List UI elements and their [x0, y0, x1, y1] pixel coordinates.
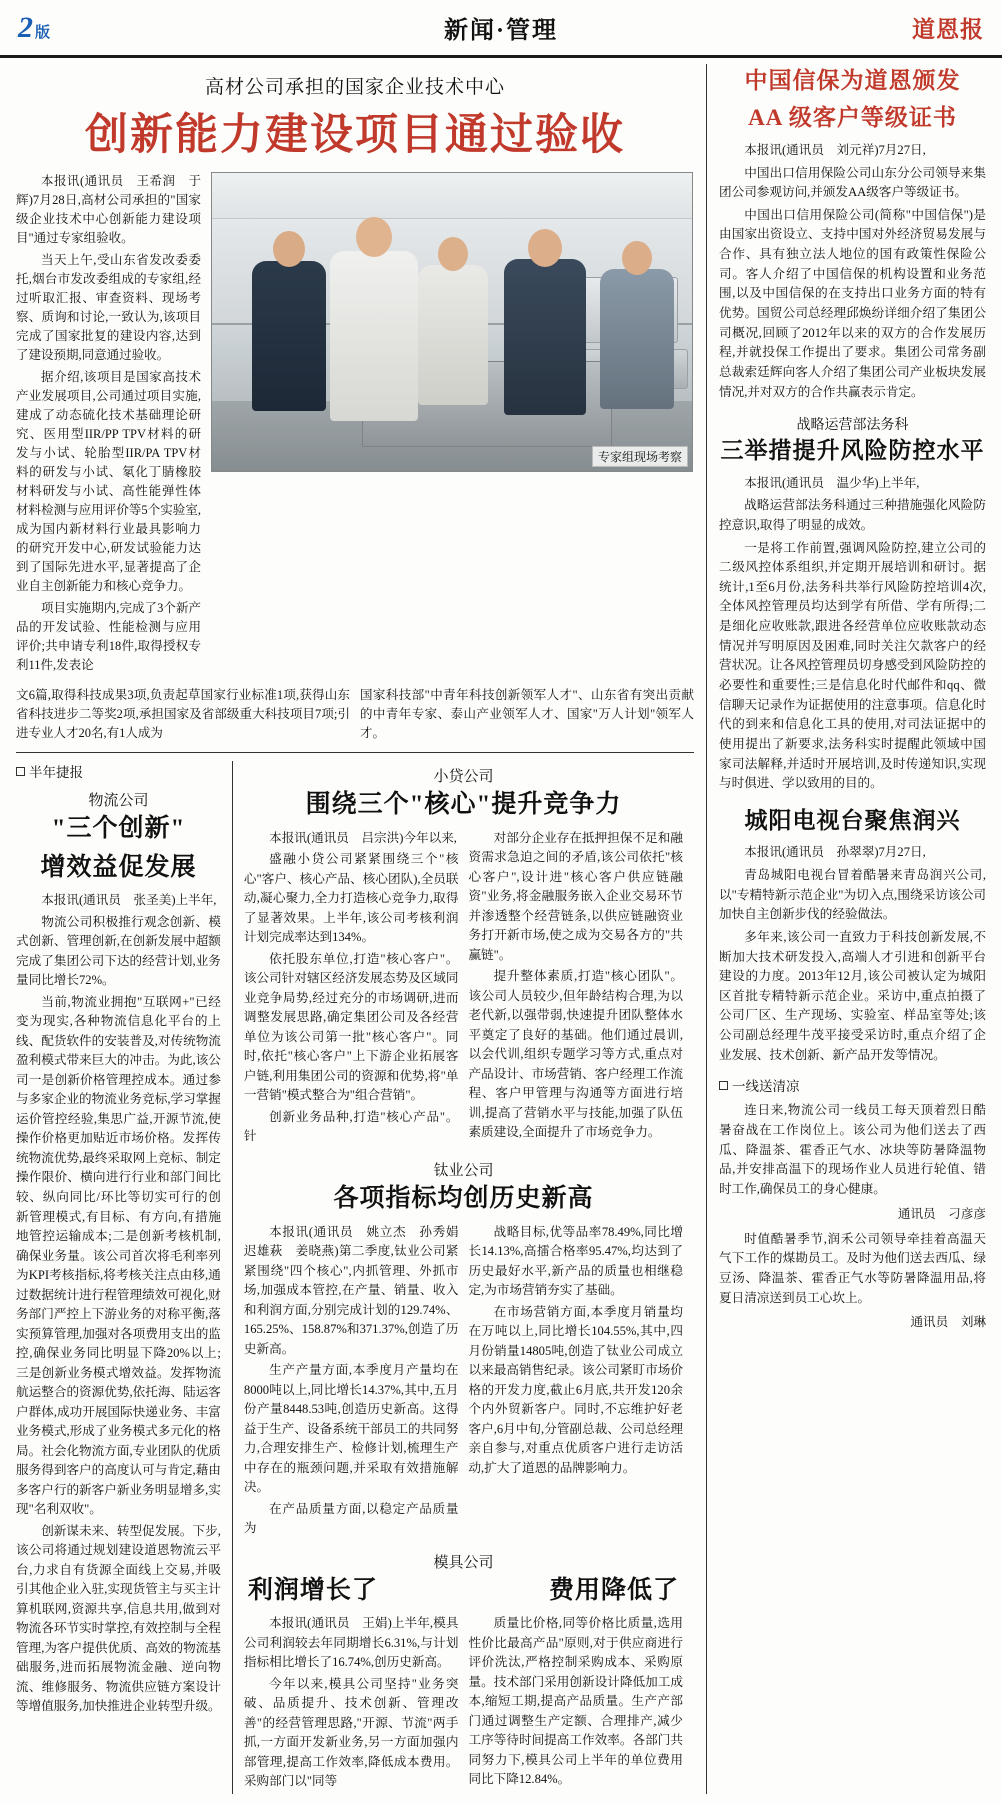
r-article5-p1: 时值酷暑季节,润禾公司领导牵挂着高温天气下工作的煤勘员工。及时为他们送去西瓜、绿豆汤、降温茶、霍香正气水等防暑降温用品,将夏日清凉送到员工心坎上。	[719, 1231, 986, 1305]
xiaodai-c2-p1: 对部分企业存在抵押担保不足和融资需求急迫之间的矛盾,该公司依托"核心客户",设计进"核心客户供应链融资"业务,将金融服务嵌入企业交易环节并渗透整个经营链条,以供应链融资业务打开新市场,使之成为交易各方的"共赢链"。	[468, 830, 683, 962]
xiaodai-c2-p2: 提升整体素质,打造"核心团队"。该公司人员较少,但年龄结构合理,为以老代新,以强带弱,快速提升团队整体水平奠定了良好的基础。他们通过晨训,以会代训,组织专题学习等方式,重点对产品设计、市场营销、客户经理工作流程、客户甲管理与沟通等方面进行培训,提高了营销水平与技能,加强了队伍素质建设,全面提升了市场竞争力。	[468, 969, 683, 1140]
column-xiaodai	[233, 761, 694, 1794]
wuliu-corp: 物流公司	[88, 793, 149, 810]
r-article5-body	[719, 1230, 986, 1309]
photo-person-2-head	[356, 217, 392, 257]
section-title: 新闻·管理	[443, 18, 558, 44]
muju-headline-left: 利润增长了	[247, 1576, 378, 1604]
r-article1-body	[719, 141, 986, 402]
r-article2-body	[719, 474, 986, 794]
xiaodai-c1-p3: 创新业务品种,打造"核心产品"。针	[243, 1109, 459, 1144]
flag-box-icon	[16, 767, 25, 776]
r-article1-p2: 中国出口信用保险公司(简称"中国信保")是由国家出资设立、支持中国对外经济贸易发展与合作、具有独立法人地位的国有政策性保险公司。客人介绍了中国信保的机构设置和业务范围,以及中国信保的在支持出口业务方面的特有优势。国贸公司总经理邱焕纷详细介绍了集团公司概况,回顾了2012年以来的双方的合作发展历程,并就投保工作提出了要求。集团公司常务副总裁索廷辉向客人介绍了集团公司产业板块发展情况,并对双方的合作共赢表示肯定。	[719, 207, 986, 399]
r-article4-p1: 连日来,物流公司一线员工每天顶着烈日酷暑奋战在工作岗位上。该公司为他们送去了西瓜、降温茶、霍香正气水、冰块等防暑降温物品,并安排高温下的现场作业人员进行轮值、错时工作,确保员工的身心健康。	[719, 1103, 986, 1196]
muju-c1-p1: 今年以来,模具公司坚持"业务突破、品质提升、技术创新、管理改善"的经营管理思路,"开源、节流"两手抓,一方面开发新业务,另一方面加强内部管理,提高工作效率,降低成本费用。采购部门以"同等	[243, 1676, 459, 1789]
feature-lead-text	[16, 172, 201, 678]
muju-byline: 本报讯(通讯员 王娟)上半年,模具公司利润较去年同期增长6.31%,与计划指标相比增长了16.74%,创历史新高。	[243, 1616, 459, 1670]
taiye-c2-p1: 战略目标,优等品率78.49%,同比增长14.13%,高擂合格率95.47%,均达到了历史最好水平,新产品的质量也相继稳定,为市场营销夯实了基础。	[468, 1224, 683, 1298]
muju-col-2	[468, 1614, 683, 1794]
feature-lead-p2: 当天上午,受山东省发改委委托,烟台市发改委组成的专家组,经过听取汇报、审查资料、现场考察、质询和讨论,一致认为,该项目完成了国家批复的建设内容,达到了建设预期,同意通过验收。	[16, 253, 201, 362]
photo-scene	[212, 173, 692, 471]
taiye-c1-p1: 生产产量方面,本季度月产量均在8000吨以上,同比增长14.37%,其中,五月份产量8448.53吨,创造历史新高。这得益于生产、设备系统干部员工的共同努力,合理安排生产、检修计划,梳理生产中存在的瓶颈问题,并采取有效措施解决。	[243, 1363, 459, 1495]
feature-lead-p1: 本报讯(通讯员 王希润 于辉)7月28日,高材公司承担的"国家级企业技术中心创新能力建设项目"通过专家组验收。	[16, 174, 201, 245]
feature-continuation-right-text: 国家科技部"中青年科技创新领军人才"、山东省有突出贡献的中青年专家、泰山产业领军人才、国家"万人计划"领军人才。	[360, 688, 694, 740]
wuliu-p1: 物流公司积极推行观念创新、模式创新、管理创新,在创新发展中超额完成了集团公司下达的经营计划,业务量同比增长72%。	[16, 914, 221, 988]
newspaper-brand: 道恩报	[912, 17, 984, 42]
photo-ceiling	[212, 173, 692, 219]
taiye-col-2	[468, 1223, 683, 1541]
r-section-flag-label: 一线送清凉	[732, 1079, 800, 1095]
photo-person-4-head	[528, 229, 562, 267]
r-article2-byline: 本报讯(通讯员 温少华)上半年,	[744, 475, 920, 490]
photo-person-3	[418, 265, 488, 405]
xiaodai-c1-p2: 依托股东单位,打造"核心客户"。该公司针对辖区经济发展态势及区域同业竞争局势,经过充分的市场调研,进而调整发展思路,确定集团公司及各经营单位为该公司第一批"核心客户"。同时,依托"核心客户"上下游企业拓展客户链,利用集团公司的资源和优势,将"单一营销"模式整合为"组合营销"。	[243, 951, 459, 1103]
muju-col-1	[244, 1614, 459, 1794]
page-number-label: 版	[35, 24, 51, 41]
feature-continuation	[16, 686, 694, 742]
muju-body	[244, 1614, 683, 1794]
r-article1-headline-1: 中国信保为道恩颁发	[744, 68, 961, 93]
photo-person-1-head	[273, 231, 305, 267]
section-flag	[16, 761, 221, 781]
xiaodai-body	[244, 829, 683, 1149]
photo-caption: 专家组现场考察	[592, 446, 688, 467]
taiye-corp: 钛业公司	[433, 1163, 494, 1179]
feature-lead-p4: 项目实施期内,完成了3个新产品的开发试验、性能检测与应用评价;共申请专利18件,取得授权专利11件,发表论	[16, 601, 201, 672]
feature-headline: 创新能力建设项目通过验收	[85, 112, 625, 159]
muju-headline	[244, 1576, 683, 1607]
wuliu-p3: 创新谋未来、转型促发展。下步,该公司将通过规划建设道恩物流云平台,力求自有货源全面线上交易,并吸引其他企业入驻,实现货管主与买主计算机联网,资源共享,信息共用,做到对物流各环节实时掌控,有效控制与全程管理,为客户提供优质、高效的物流基础服务,进而拓展物流金融、逆向物流、维修服务、物流供应链方案设计等增值服务,加快推进企业转型升级。	[16, 1523, 221, 1714]
xiaodai-c1-p1: 盛融小贷公司紧紧围绕三个"核心"客户、核心产品、核心团队),全员联动,凝心聚力,全力打造核心竞争力,取得了显著效果。上半年,该公司考核利润计划完成率达到134%。	[243, 852, 459, 945]
r-article1-p1: 中国出口信用保险公司山东分公司领导来集团公司参观访问,并颁发AA级客户等级证书。	[719, 165, 986, 200]
muju-headline-right: 费用降低了	[548, 1576, 679, 1604]
main-column	[16, 64, 706, 1794]
r-article2-p2: 一是将工作前置,强调风险防控,建立公司的二级风控体系组织,并定期开展培训和研讨。据统计,1至6月份,法务科共举行风险防控培训4次,全体风控管理员均达到学有所借、学有所得;二是细化应收账款,跟进各经营单位应收账款动态情况并写明原因及困难,同时关注欠款客户的经营状况。让各风控管理员切身感受到风险防控的必要性和重要性;三是信息化时代邮件和qq、微信聊天记录作为证据使用的注意事项。信息化时代的到来和信息化工具的使用,对司法证据中的使用提出了新要求,法务科实时提醒此领域中国家司法解释,并适时开展培训,及时传递知识,实现与时俱进、学以致用的目的。	[719, 540, 986, 791]
column-wuliu	[16, 761, 233, 1794]
taiye-c2-p2: 在市场营销方面,本季度月销量均在万吨以上,同比增长104.55%,其中,四月份销量14805吨,创造了钛业公司成立以来最高销售纪录。该公司紧盯市场价格的开发力度,截止6月底,共开发120余个内外贸新客户。同时,不忘维护好老客户,6月中旬,分管副总裁、公司总经理亲自参与,对重点优质客户进行走访活动,扩大了道恩的品牌影响力。	[468, 1304, 683, 1475]
wuliu-headline-2: 增效益促发展	[40, 853, 197, 881]
masthead	[0, 0, 1002, 58]
r-section-flag	[719, 1075, 986, 1095]
wuliu-body	[16, 891, 221, 1717]
r-article1-byline: 本报讯(通讯员 刘元祥)7月27日,	[744, 142, 926, 157]
feature-continuation-left-text: 文6篇,取得科技成果3项,负责起草国家行业标准1项,获得山东省科技进步二等奖2项,承担国家及省部级重大科技项目7项;引进专业人才20名,有1人成为	[16, 688, 350, 740]
photo-person-1	[252, 261, 326, 411]
r-article3-p2: 多年来,该公司一直致力于科技创新发展,不断加大技术研发投入,高端人才引进和创新平台建设的力度。2013年12月,该公司被认定为城阳区首批专精特新示范企业。采访中,重点拍摄了公司厂区、生产现场、实验室、样品室等处;该公司副总经理牛茂平接受采访时,重点介绍了企业发展、技术创新、新产品开发等情况。	[719, 929, 986, 1062]
taiye-c1-p2: 在产品质量方面,以稳定产品质量为	[243, 1501, 459, 1536]
photo-person-5	[600, 269, 674, 409]
right-column	[706, 64, 986, 1794]
wuliu-headline-1: "三个创新"	[51, 815, 186, 843]
muju-c2-p1: 质量比价格,同等价格比质量,选用性价比最高产品"原则,对于供应商进行评价洗汰,严格控制采购成本、采购原量。技术部门采用创新设计降低加工成本,缩短工期,提高产品质量。生产产部门通过调整生产定额、合理排产,减少工序等待时间提高工作效率。各部门共同努力下,模具公司上半年的单位费用同比下降12.84%。	[468, 1616, 683, 1787]
r-flag-box-icon	[719, 1081, 728, 1090]
r-article2-corp: 战略运营部法务科	[796, 418, 909, 434]
xiaodai-byline: 本报讯(通讯员 吕宗洪)今年以来,	[269, 830, 457, 845]
photo-person-2	[330, 251, 418, 421]
r-article2-headline: 三举措提升风险防控水平	[720, 438, 985, 464]
xiaodai-headline: 围绕三个"核心"提升竞争力	[305, 791, 622, 819]
r-article1-headline-2: AA 级客户等级证书	[748, 105, 957, 131]
feature-kicker: 高材公司承担的国家企业技术中心	[204, 77, 505, 98]
r-article4-body	[719, 1101, 986, 1199]
xiaodai-col-2	[468, 829, 683, 1149]
xiaodai-corp: 小贷公司	[433, 769, 494, 786]
taiye-byline: 本报讯(通讯员 姚立杰 孙秀娟 迟雄萩 姜晓燕)第二季度,钛业公司紧紧围绕"四个核心",内抓管理、外抓市场,加强成本管控,在产量、销量、收入和利润方面,分别完成计划的129.74%、165.25%、158.87%和371.37%,创造了历史新高。	[243, 1224, 472, 1356]
section-flag-label: 半年捷报	[29, 765, 83, 781]
feature-photo	[211, 172, 693, 472]
r-article3-p1: 青岛城阳电视台冒着酷暑来青岛润兴公司,以"专精特新示范企业"为切入点,围绕采访该公司加快自主创新步伐的经验做法。	[719, 867, 986, 922]
feature-continuation-right	[360, 686, 694, 742]
wuliu-byline: 本报讯(通讯员 张圣美)上半年,	[41, 893, 217, 908]
page-number-value: 2	[18, 10, 33, 44]
feature-lead-p3: 据介绍,该项目是国家高技术产业发展项目,公司通过项目实施,建成了动态硫化技术基础理论研究、医用型IIR/PP TPV材料的研发与小试、轮胎型IIR/PA TPV材料的研发与小试、氡化丁腈橡胶材料研发与小试、高性能弹性体材料检测与应用评价等5个实验室,成为国内新材料行业最具影响力的研究开发中心,研发试验能力达到了国际先进水平,显著提高了企业自主创新能力和核心竞争力。	[16, 370, 201, 593]
taiye-headline: 各项指标均创历史新高	[333, 1185, 594, 1212]
photo-person-3-head	[438, 237, 468, 271]
r-article2-p1: 战略运营部法务科通过三种措施强化风险防控意识,取得了明显的成效。	[719, 498, 986, 532]
r-article3-body	[719, 843, 986, 1065]
xiaodai-col-1	[244, 829, 459, 1149]
taiye-col-1	[243, 1223, 472, 1541]
photo-person-4	[504, 259, 586, 415]
r-article3-headline: 城阳电视台聚焦润兴	[744, 807, 961, 833]
feature-continuation-left	[16, 686, 350, 742]
taiye-body	[244, 1223, 683, 1541]
photo-person-5-head	[622, 241, 652, 275]
wuliu-p2: 当前,物流业拥抱"互联网+"已经变为现实,各种物流信息化平台的上线、配货软件的安装普及,对传统物流盈利模式带来巨大的冲击。为此,该公司一是创新价格管理控成本。通过参与多家企业的物流业务竞标,学习掌握运价管控经验,集思广益,开源节流,使操作价格更加贴近市场价格。发挥传统物流优势,最终采取网上竞标、制定操作限价、横向进行行业和部门间比较、纵向同比/环比等切实可行的创新管理模式,有目标、有方向,有措施地管控运输成本;二是创新考核机制,确保业务量。该公司首次将毛利率列为KPI考核指标,将考核关注点由移,通过数据统计进行程管理绩效可视化,财务部门严控上下游业务的对称平衡,落实预算管理,加强对各项费用支出的监控,确保业务同比明显下降20%以上;三是创新业务模式增效益。发挥物流航运整合的资源优势,依托海、陆运客户群体,成功开展国际快递业务、丰富业务模式,形成了业务模式多元化的格局。社会化物流方面,专业团队的优质服务得到客户的高度认可与肯定,藉由多客户行的新客户新业务明显增多,实现"名利双收"。	[16, 994, 221, 1517]
page-body	[0, 58, 1002, 1804]
lower-section	[16, 761, 694, 1794]
muju-corp: 模具公司	[433, 1554, 494, 1571]
divider-1	[16, 752, 694, 753]
r-article4-sign: 通讯员 刁彦彦	[897, 1206, 986, 1221]
feature-lead-row	[16, 172, 694, 678]
r-article3-byline: 本报讯(通讯员 孙翠翠)7月27日,	[744, 845, 926, 860]
r-article5-sign: 通讯员 刘琳	[910, 1315, 986, 1330]
